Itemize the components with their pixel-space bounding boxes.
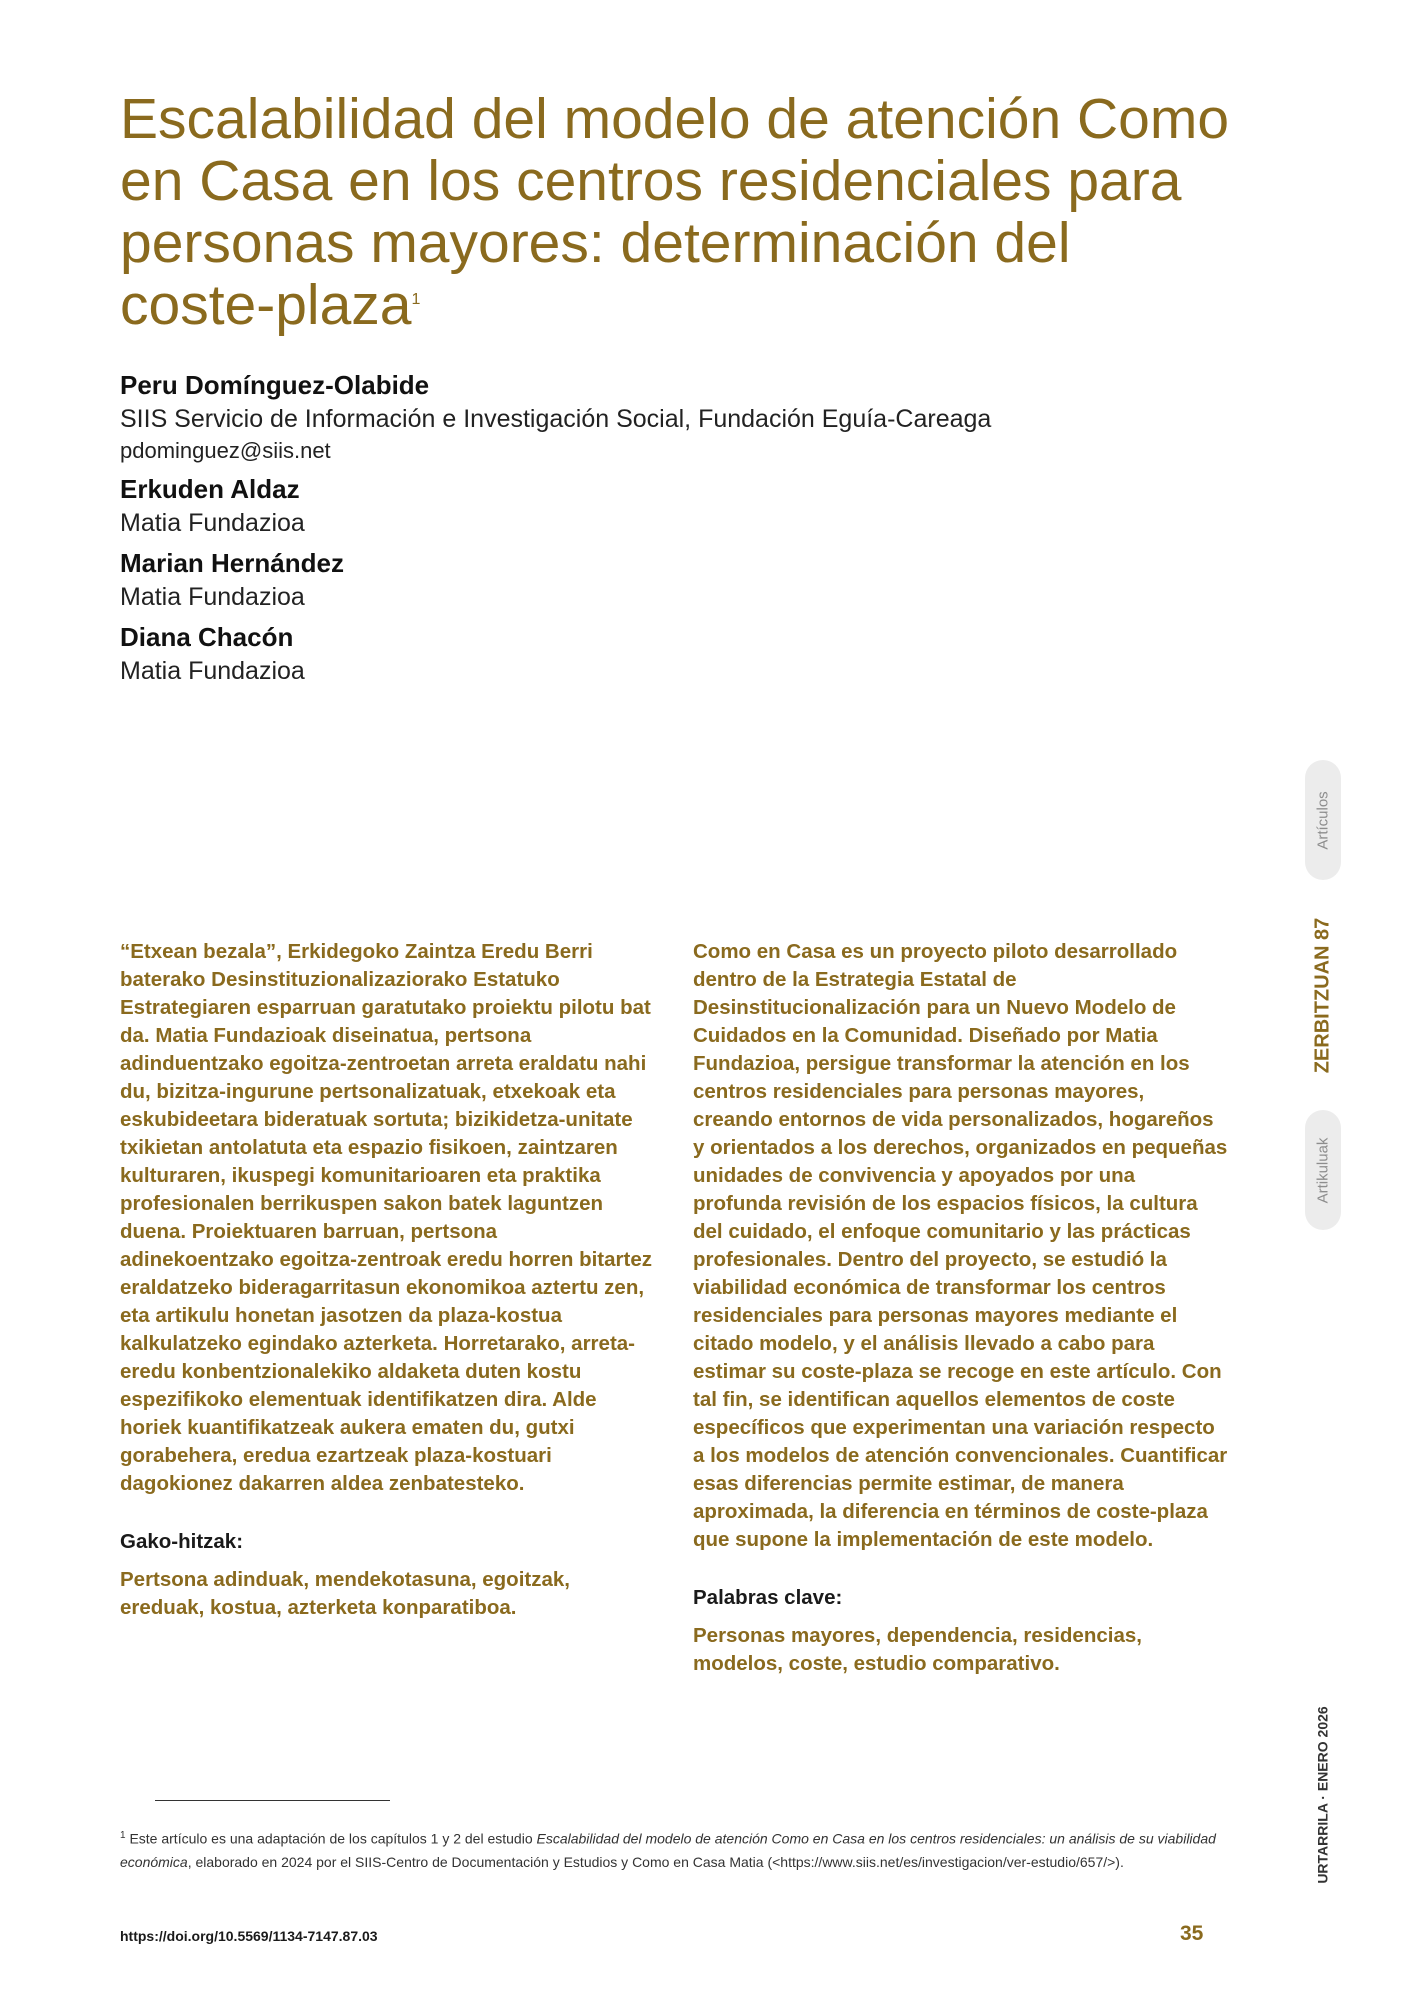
- journal-name: ZERBITZUAN 87: [1311, 917, 1334, 1073]
- section-tab-eu: [1305, 1110, 1341, 1230]
- issue-date-vertical: [1309, 1690, 1337, 1900]
- footnote-text-after: , elaborado en 2024 por el SIIS-Centro de Documentación y Estudios y Como en Casa Matia (<https://www.siis.net/es/investigacion/ver-estudio/657/>).: [187, 1853, 1124, 1870]
- footnote-marker: 1: [120, 1830, 126, 1841]
- author-name: Erkuden Aldaz: [120, 474, 300, 504]
- abstract-basque: “Etxean bezala”, Erkidegoko Zaintza Eredu Berri baterako Desinstituzionalizaziorako Estatuko Estrategiaren esparruan garatutako proiektu pilotu bat da. Matia Fundazioak diseinatua, pertsona adinduentzako egoitza-zentroetan arreta eraldatu nahi du, bizitza-ingurune pertsonalizatuak, etxekoak eta eskubideetara bideratuak sortuta; bizikidetza-unitate txikietan antolatuta eta espazio fisikoen, zaintzaren kulturaren, ikuspegi komunitarioaren eta praktika profesionalen berrikuspen sakon batek laguntzen duena. Proiektuaren barruan, pertsona adinekoentzako egoitza-zentroak eredu horren bitartez eraldatzeko bideragarritasun ekonomikoa aztertu zen, eta artikulu honetan jasotzen da plaza-kostua kalkulatzeko egindako azterketa. Horretarako, arreta-eredu konbentzionalekiko aldaketa duten kostu espezifikoko elementuak identifikatzen dira. Alde horiek kuantifikatzeak aukera ematen du, gutxi gorabehera, eredua ezartzeak plaza-kostuari dagokionez dakarren aldea zenbatesteko.: [120, 940, 652, 1495]
- doi-link[interactable]: https://doi.org/10.5569/1134-7147.87.03: [120, 1928, 378, 1944]
- section-label-eu: Artikuluak: [1314, 1137, 1332, 1203]
- footnote-divider: [155, 1800, 390, 1801]
- author-block: [120, 368, 1220, 466]
- title-text: Escalabilidad del modelo de atención Como en Casa en los centros residenciales para personas mayores: determinación del coste-plaza: [120, 87, 1230, 337]
- title-footnote-marker: 1: [411, 291, 421, 308]
- author-block: [120, 620, 1220, 688]
- author-affiliation: Matia Fundazioa: [120, 509, 305, 537]
- author-name: Marian Hernández: [120, 548, 344, 578]
- keywords-basque: Pertsona adinduak, mendekotasuna, egoitzak, ereduak, kostua, azterketa konparatiboa.: [120, 1568, 570, 1619]
- author-affiliation: SIIS Servicio de Información e Investigación Social, Fundación Eguía-Careaga: [120, 405, 992, 433]
- section-label-es: Artículos: [1314, 790, 1332, 850]
- abstract-basque-column: [120, 938, 655, 1622]
- keywords-spanish-title: Palabras clave:: [693, 1586, 843, 1609]
- author-block: [120, 546, 1220, 614]
- keywords-basque-title: Gako-hitzak:: [120, 1530, 244, 1553]
- issue-date: URTARRILA · ENERO 2026: [1315, 1706, 1332, 1884]
- author-name: Peru Domínguez-Olabide: [120, 370, 430, 400]
- footnote-study-title: Escalabilidad del modelo de atención Como en Casa en los centros residenciales: un análisis de su viabilidad económica: [120, 1830, 1216, 1870]
- author-block: [120, 472, 1220, 540]
- author-affiliation: Matia Fundazioa: [120, 583, 305, 611]
- page-number: 35: [1180, 1922, 1204, 1945]
- footnote-text-before: Este artículo es una adaptación de los capítulos 1 y 2 del estudio: [129, 1830, 537, 1847]
- abstract-spanish: Como en Casa es un proyecto piloto desarrollado dentro de la Estrategia Estatal de Desinstitucionalización para un Nuevo Modelo de Cuidados en la Comunidad. Diseñado por Matia Fundazioa, persigue transformar la atención en los centros residenciales para personas mayores, creando entornos de vida personalizados, hogareños y orientados a los derechos, organizados en pequeñas unidades de convivencia y apoyados por una profunda revisión de los espacios físicos, la cultura del cuidado, el enfoque comunitario y las prácticas profesionales. Dentro del proyecto, se estudió la viabilidad económica de transformar los centros residenciales para personas mayores mediante el citado modelo, y el análisis llevado a cabo para estimar su coste-plaza se recoge en este artículo. Con tal fin, se identifican aquellos elementos de coste específicos que experimentan una variación respecto a los modelos de atención convencionales. Cuantificar esas diferencias permite estimar, de manera aproximada, la diferencia en términos de coste-plaza que supone la implementación de este modelo.: [693, 940, 1228, 1551]
- author-email-link[interactable]: pdominguez@siis.net: [120, 438, 331, 463]
- abstract-spanish-column: [693, 938, 1228, 1678]
- journal-name-vertical: [1305, 890, 1341, 1100]
- author-affiliation: Matia Fundazioa: [120, 657, 305, 685]
- keywords-spanish: Personas mayores, dependencia, residencias, modelos, coste, estudio comparativo.: [693, 1624, 1142, 1675]
- section-tab-es: [1305, 760, 1341, 880]
- author-name: Diana Chacón: [120, 622, 294, 652]
- article-title: [120, 88, 1240, 336]
- section-sidebar: [1305, 760, 1341, 1230]
- footnote: [120, 1824, 1220, 1874]
- author-list: [120, 368, 1220, 694]
